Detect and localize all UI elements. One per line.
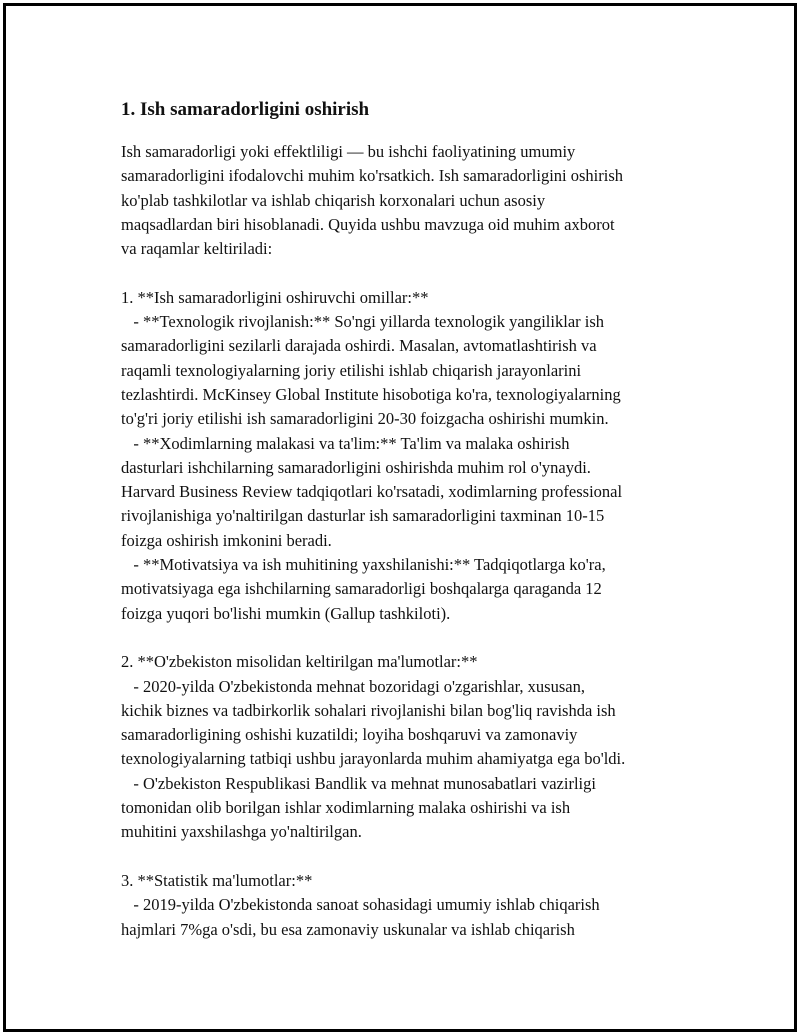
text-line: 1. **Ish samaradorligini oshiruvchi omillar:**: [121, 287, 429, 307]
text-line: dasturlari ishchilarning samaradorligini oshirishda muhim rol o'ynaydi.: [121, 457, 591, 477]
text-block: [121, 140, 701, 942]
text-line: foizga yuqori bo'lishi mumkin (Gallup tashkiloti).: [121, 603, 451, 623]
blank-line: [121, 261, 701, 285]
text-line: Harvard Business Review tadqiqotlari ko'rsatadi, xodimlarning professional: [121, 482, 623, 502]
text-line: - 2019-yilda O'zbekistonda sanoat sohasidagi umumiy ishlab chiqarish: [121, 895, 600, 915]
text-line: - **Motivatsiya va ish muhitining yaxshilanishi:** Tadqiqotlarga ko'ra,: [121, 555, 606, 575]
text-line: raqamli texnologiyalarning joriy etilishi ishlab chiqarish jarayonlarini: [121, 360, 582, 380]
text-line: maqsadlardan biri hisoblanadi. Quyida ushbu mavzuga oid muhim axborot: [121, 214, 615, 234]
text-line: ko'plab tashkilotlar va ishlab chiqarish korxonalari uchun asosiy: [121, 190, 546, 210]
text-line: to'g'ri joriy etilishi ish samaradorligini 20-30 foizgacha oshirishi mumkin.: [121, 409, 609, 429]
page-frame: [3, 3, 797, 1032]
text-line: tezlashtirdi. McKinsey Global Institute hisobotiga ko'ra, texnologiyalarning: [121, 384, 621, 404]
text-line: tomonidan olib borilgan ishlar xodimlarning malaka oshirishi va ish: [121, 798, 571, 818]
text-line: - **Xodimlarning malakasi va ta'lim:** Ta'lim va malaka oshirish: [121, 433, 570, 453]
text-line: - O'zbekiston Respublikasi Bandlik va mehnat munosabatlari vazirligi: [121, 773, 596, 793]
text-line: va raqamlar keltiriladi:: [121, 239, 273, 259]
text-line: kichik biznes va tadbirkorlik sohalari rivojlanishi bilan bog'liq ravishda ish: [121, 700, 616, 720]
text-line: samaradorligini ifodalovchi muhim ko'rsatkich. Ish samaradorligini oshirish: [121, 166, 624, 186]
blank-line: [121, 845, 701, 869]
document-body: [121, 98, 701, 942]
text-line: - **Texnologik rivojlanish:** So'ngi yillarda texnologik yangiliklar ish: [121, 312, 605, 332]
blank-line: [121, 626, 701, 650]
text-line: hajmlari 7%ga o'sdi, bu esa zamonaviy uskunalar va ishlab chiqarish: [121, 919, 575, 939]
text-line: samaradorligining oshishi kuzatildi; loyiha boshqaruvi va zamonaviy: [121, 725, 578, 745]
text-line: Ish samaradorligi yoki effektliligi — bu ishchi faoliyatining umumiy: [121, 142, 576, 161]
section-heading: 1. Ish samaradorligini oshirish: [121, 99, 370, 120]
text-line: texnologiyalarning tatbiqi ushbu jarayonlarda muhim ahamiyatga ega bo'ldi.: [121, 749, 626, 769]
text-line: rivojlanishiga yo'naltirilgan dasturlar ish samaradorligini taxminan 10-15: [121, 506, 605, 526]
text-line: foizga oshirish imkonini beradi.: [121, 530, 332, 550]
text-line: motivatsiyaga ega ishchilarning samaradorligi boshqalarga qaraganda 12: [121, 579, 602, 599]
text-line: muhitini yaxshilashga yo'naltirilgan.: [121, 822, 362, 842]
text-line: - 2020-yilda O'zbekistonda mehnat bozoridagi o'zgarishlar, xususan,: [121, 676, 585, 696]
text-line: 2. **O'zbekiston misolidan keltirilgan ma'lumotlar:**: [121, 652, 478, 672]
text-line: 3. **Statistik ma'lumotlar:**: [121, 870, 313, 890]
text-line: samaradorligini sezilarli darajada oshirdi. Masalan, avtomatlashtirish va: [121, 336, 597, 356]
